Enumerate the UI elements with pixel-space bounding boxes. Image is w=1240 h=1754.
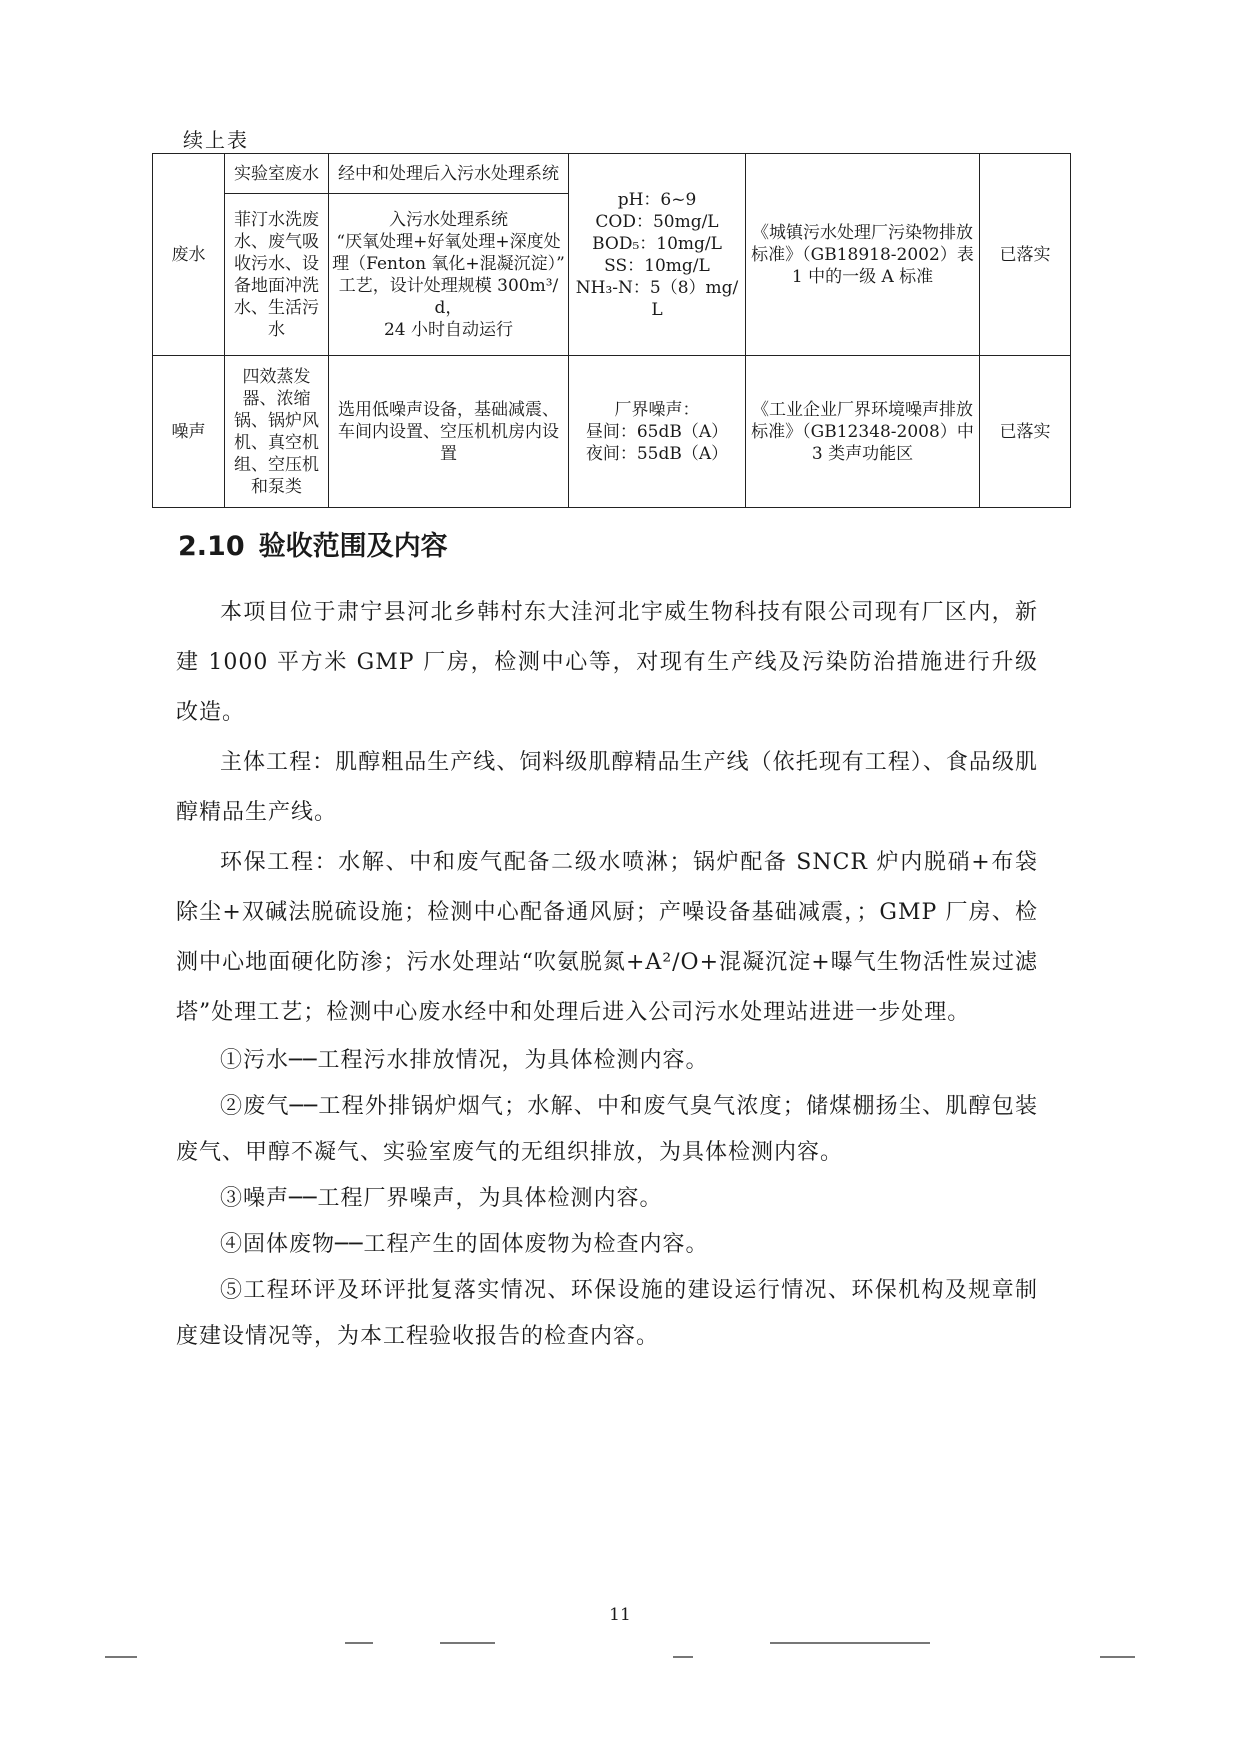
category-cell-wastewater: 废水 <box>153 154 225 356</box>
measure-cell-process-wastewater <box>329 194 569 356</box>
standard-cell-wastewater: 《城镇污水处理厂污染物排放标准》（GB18918-2002）表 1 中的一级 A 标准 <box>746 154 980 356</box>
limit-line: NH₃-N：5（8）mg/L <box>575 277 739 320</box>
measure-cell-noise: 选用低噪声设备，基础减震、车间内设置、空压机机房内设置 <box>329 356 569 508</box>
limit-line: 厂界噪声： <box>614 399 700 420</box>
measure-line: 入污水处理系统 <box>389 209 508 230</box>
limit-line: 夜间：55dB（A） <box>585 443 729 464</box>
source-cell-noise: 四效蒸发器、浓缩锅、锅炉风机、真空机组、空压机和泵类 <box>225 356 329 508</box>
source-cell-lab-wastewater: 实验室废水 <box>225 154 329 194</box>
scan-artifact-line <box>345 1642 373 1644</box>
section-body <box>176 588 1038 1360</box>
measure-cell-lab-wastewater: 经中和处理后入污水处理系统 <box>329 154 569 194</box>
status-cell-wastewater: 已落实 <box>980 154 1071 356</box>
paragraph-project-location: 本项目位于肃宁县河北乡韩村东大洼河北宇威生物科技有限公司现有厂区内，新建 1000 平方米 GMP 厂房，检测中心等，对现有生产线及污染防治措施进行升级改造。 <box>176 600 1038 725</box>
measure-line: “厌氧处理+好氧处理+深度处理（Fenton 氧化+混凝沉淀）” <box>332 231 565 274</box>
list-item-inspection: ⑤工程环评及环评批复落实情况、环保设施的建设运行情况、环保机构及规章制度建设情况等，为本工程验收报告的检查内容。 <box>176 1278 1038 1349</box>
scan-artifact-line <box>440 1642 495 1644</box>
paragraph-main-works: 主体工程：肌醇粗品生产线、饲料级肌醇精品生产线（依托现有工程）、食品级肌醇精品生产线。 <box>176 750 1038 825</box>
pollution-control-table <box>152 153 1071 508</box>
scan-artifact-line <box>1100 1656 1135 1658</box>
category-cell-noise: 噪声 <box>153 356 225 508</box>
source-cell-process-wastewater: 菲汀水洗废水、废气吸收污水、设备地面冲洗水、生活污水 <box>225 194 329 356</box>
measure-line: 工艺，设计处理规模 300m³/d， <box>338 275 559 318</box>
table-row <box>153 356 1071 508</box>
scan-artifact-line <box>105 1656 137 1658</box>
section-heading <box>178 524 448 563</box>
list-item-exhaust: ②废气──工程外排锅炉烟气；水解、中和废气臭气浓度；储煤棚扬尘、肌醇包装废气、甲醇不凝气、实验室废气的无组织排放，为具体检测内容。 <box>176 1094 1038 1165</box>
limit-line: pH：6~9 <box>617 189 697 210</box>
limit-line: BOD₅：10mg/L <box>592 233 722 254</box>
limit-line: COD：50mg/L <box>595 211 719 232</box>
list-item-wastewater: ①污水──工程污水排放情况，为具体检测内容。 <box>220 1048 709 1073</box>
list-item-noise: ③噪声──工程厂界噪声，为具体检测内容。 <box>220 1186 663 1211</box>
scan-artifact-line <box>770 1642 930 1644</box>
limit-line: SS：10mg/L <box>604 255 710 276</box>
limits-cell-wastewater <box>569 154 746 356</box>
paragraph-env-works: 环保工程：水解、中和废气配备二级水喷淋；锅炉配备 SNCR 炉内脱硝+布袋除尘+双碱法脱硫设施；检测中心配备通风厨；产噪设备基础减震，；GMP 厂房、检测中心地面硬化防渗；污水处理站“吹氨脱氮+A²/O+混凝沉淀+曝气生物活性炭过滤塔”处理工艺；检测中心废水经中和处理后进入公司污水处理站进进一步处理。 <box>176 850 1038 1025</box>
table-row <box>153 154 1071 194</box>
limit-line: 昼间：65dB（A） <box>585 421 729 442</box>
section-number: 2.10 <box>178 531 245 562</box>
list-item-solid-waste: ④固体废物──工程产生的固体废物为检查内容。 <box>220 1232 709 1257</box>
table-continued-label: 续上表 <box>183 128 249 152</box>
measure-line: 24 小时自动运行 <box>383 319 514 340</box>
page-number: 11 <box>609 1605 631 1625</box>
status-cell-noise: 已落实 <box>980 356 1071 508</box>
section-title: 验收范围及内容 <box>258 531 448 562</box>
standard-cell-noise: 《工业企业厂界环境噪声排放标准》（GB12348-2008）中 3 类声功能区 <box>746 356 980 508</box>
limits-cell-noise <box>569 356 746 508</box>
scan-artifact-line <box>673 1656 693 1658</box>
